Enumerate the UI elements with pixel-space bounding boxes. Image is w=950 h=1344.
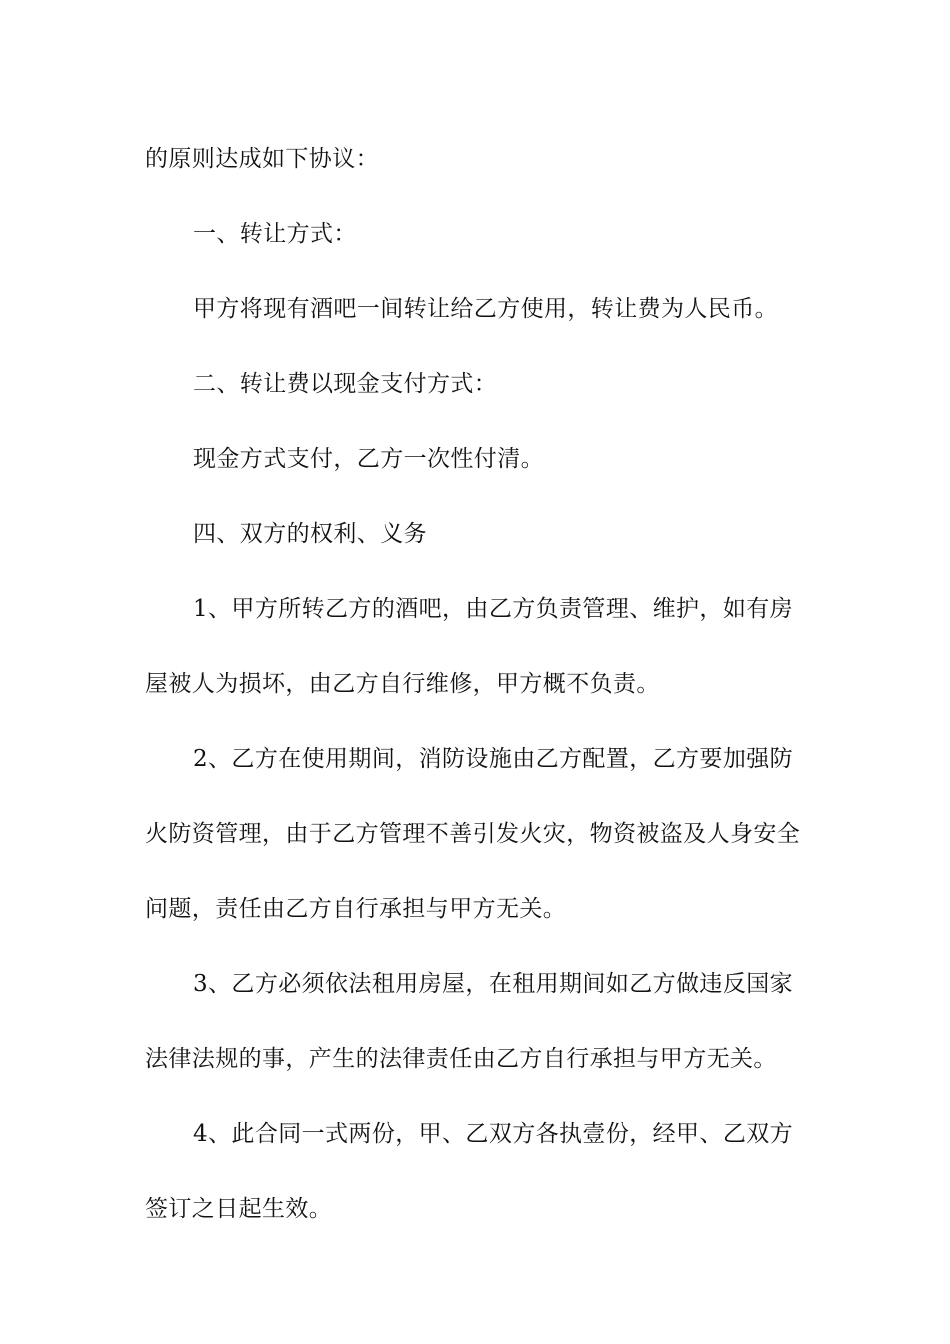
heading-payment-method: 二、转让费以现金支付方式： xyxy=(193,371,498,397)
heading-transfer-method: 一、转让方式： xyxy=(193,221,357,247)
clause-3: 3、乙方必须依法租用房屋，在租用期间如乙方做违反国家法律法规的事，产生的法律责任由乙方自行承担与甲方无关。 xyxy=(145,971,794,1072)
clause-2: 2、乙方在使用期间，消防设施由乙方配置，乙方要加强防火防资管理，由于乙方管理不善引发火灾，物资被盗及人身安全问题，责任由乙方自行承担与甲方无关。 xyxy=(145,746,801,922)
paragraph-payment-terms: 现金方式支付，乙方一次性付清。 xyxy=(193,446,544,472)
clause-1: 1、甲方所转乙方的酒吧，由乙方负责管理、维护，如有房屋被人为损坏，由乙方自行维修，甲方概不负责。 xyxy=(145,596,794,697)
document-body xyxy=(145,122,810,1247)
clause-4: 4、此合同一式两份，甲、乙双方各执壹份，经甲、乙双方签订之日起生效。 xyxy=(145,1121,794,1222)
heading-rights-obligations: 四、双方的权利、义务 xyxy=(193,521,427,547)
paragraph-transfer-terms: 甲方将现有酒吧一间转让给乙方使用，转让费为人民币。 xyxy=(193,296,778,322)
paragraph-intro: 的原则达成如下协议： xyxy=(145,146,379,172)
